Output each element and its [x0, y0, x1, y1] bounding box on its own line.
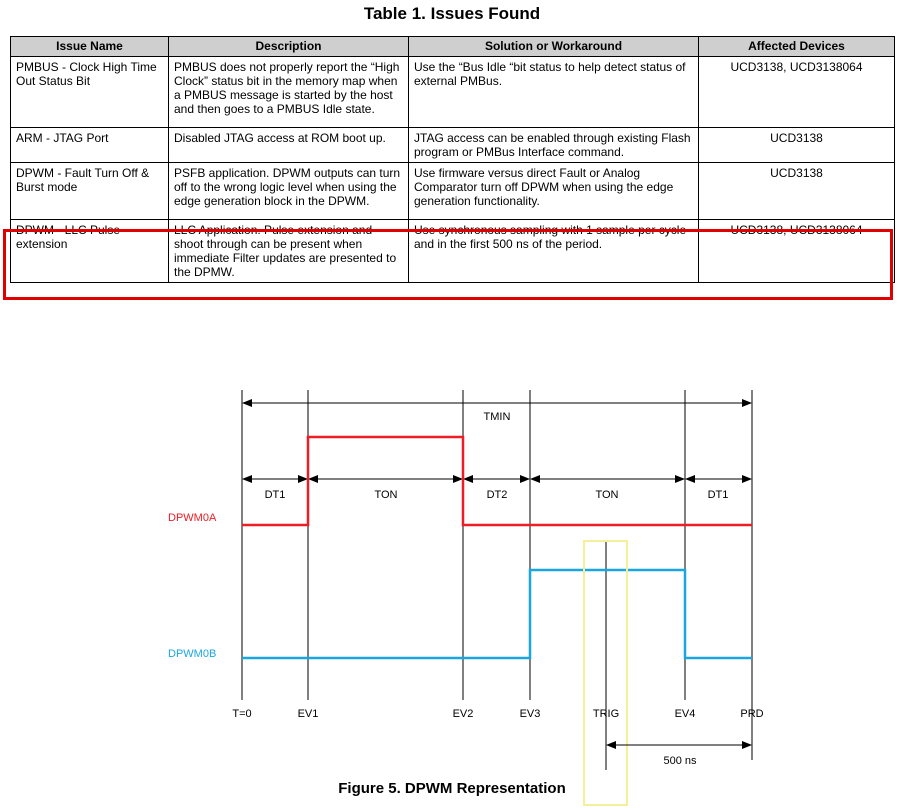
- description-cell: PSFB application. DPWM outputs can turn off to the wrong logic level when using the edge generation block in the DPWM.: [169, 163, 409, 220]
- event-label-ev2: EV2: [452, 708, 474, 720]
- event-label-t0: T=0: [232, 708, 252, 720]
- issue-name-cell: DPWM - Fault Turn Off & Burst mode: [11, 163, 169, 220]
- dpwm0a-waveform: [242, 437, 752, 525]
- dpwm0b-waveform: [242, 570, 752, 658]
- dpwm0b-label: DPWM0B: [168, 648, 217, 660]
- devices-cell: UCD3138: [699, 163, 895, 220]
- segment-label-ton: TON: [374, 489, 398, 501]
- event-label-trig: TRIG: [592, 708, 620, 720]
- segment-label-ton: TON: [595, 489, 619, 501]
- header-description: Description: [169, 37, 409, 57]
- segment-label-dt1: DT1: [707, 489, 729, 501]
- header-solution: Solution or Workaround: [409, 37, 699, 57]
- solution-cell: Use the “Bus Idle “bit status to help detect status of external PMBus.: [409, 57, 699, 128]
- solution-cell: Use synchronous sampling with 1 sample per cycle and in the first 500 ns of the period.: [409, 220, 699, 283]
- description-cell: LLC Application. Pulse extension and shoot through can be present when immediate Filter updates are presented to the DPMW.: [169, 220, 409, 283]
- dpwm0a-label: DPWM0A: [168, 512, 217, 524]
- event-label-ev3: EV3: [519, 708, 541, 720]
- tmin-label: TMIN: [483, 411, 511, 423]
- issue-name-cell: PMBUS - Clock High Time Out Status Bit: [11, 57, 169, 128]
- issue-name-cell: DPWM - LLC Pulse extension: [11, 220, 169, 283]
- segment-label-dt2: DT2: [486, 489, 508, 501]
- devices-cell: UCD3138: [699, 128, 895, 163]
- solution-cell: Use firmware versus direct Fault or Analog Comparator turn off DPWM when using the edge generation functionality.: [409, 163, 699, 220]
- devices-cell: UCD3138, UCD3138064: [699, 220, 895, 283]
- figure-caption: Figure 5. DPWM Representation: [338, 780, 566, 797]
- event-label-prd: PRD: [740, 708, 764, 720]
- devices-cell: UCD3138, UCD3138064: [699, 57, 895, 128]
- solution-cell: JTAG access can be enabled through existing Flash program or PMBus Interface command.: [409, 128, 699, 163]
- event-label-ev4: EV4: [674, 708, 696, 720]
- header-issue-name: Issue Name: [11, 37, 169, 57]
- header-affected-devices: Affected Devices: [699, 37, 895, 57]
- description-cell: PMBUS does not properly report the “High Clock” status bit in the memory map when a PMBUS message is started by the host and then goes to a PMBUS Idle state.: [169, 57, 409, 128]
- interval-label: 500 ns: [663, 755, 697, 767]
- event-label-ev1: EV1: [297, 708, 319, 720]
- description-cell: Disabled JTAG access at ROM boot up.: [169, 128, 409, 163]
- table-title: Table 1. Issues Found: [363, 4, 541, 23]
- segment-label-dt1: DT1: [264, 489, 286, 501]
- issue-name-cell: ARM - JTAG Port: [11, 128, 169, 163]
